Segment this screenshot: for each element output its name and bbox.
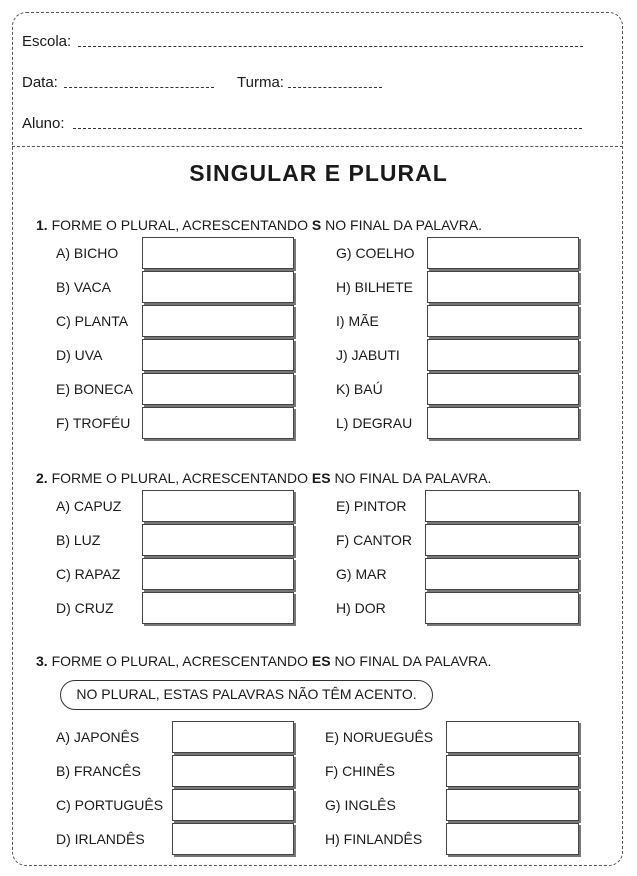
word-label: D) UVA bbox=[56, 347, 103, 363]
instruction-suffix: ES bbox=[311, 653, 331, 669]
aluno-line[interactable] bbox=[73, 128, 582, 129]
instruction-text: FORME O PLURAL, ACRESCENTANDO bbox=[51, 470, 309, 486]
answer-box[interactable] bbox=[172, 789, 294, 821]
word-label: B) LUZ bbox=[56, 532, 101, 548]
word-label: D) CRUZ bbox=[56, 600, 114, 616]
answer-box[interactable] bbox=[446, 823, 579, 855]
header-separator bbox=[12, 146, 623, 147]
answer-box[interactable] bbox=[142, 558, 294, 590]
word-label: F) CHINÊS bbox=[325, 763, 395, 779]
answer-box[interactable] bbox=[172, 755, 294, 787]
page-title: SINGULAR E PLURAL bbox=[189, 160, 448, 186]
answer-box[interactable] bbox=[427, 237, 579, 269]
answer-box[interactable] bbox=[427, 271, 579, 303]
answer-box[interactable] bbox=[446, 721, 579, 753]
instruction-text-end: NO FINAL DA PALAVRA. bbox=[334, 470, 492, 486]
word-label: K) BAÚ bbox=[336, 381, 383, 397]
word-label: E) NORUEGUÊS bbox=[325, 729, 434, 745]
answer-box[interactable] bbox=[172, 823, 294, 855]
escola-label: Escola: bbox=[22, 33, 72, 50]
instruction-suffix: ES bbox=[311, 470, 331, 486]
instruction-text-end: NO FINAL DA PALAVRA. bbox=[325, 217, 483, 233]
answer-box[interactable] bbox=[427, 373, 579, 405]
answer-box[interactable] bbox=[142, 237, 294, 269]
word-label: C) PORTUGUÊS bbox=[56, 797, 164, 813]
word-label: F) TROFÉU bbox=[56, 415, 131, 431]
data-label: Data: bbox=[22, 74, 58, 91]
instruction-suffix: S bbox=[311, 217, 322, 233]
turma-line[interactable] bbox=[288, 87, 382, 88]
answer-box[interactable] bbox=[425, 558, 579, 590]
word-label: H) DOR bbox=[336, 600, 386, 616]
exercise-3-instruction bbox=[36, 653, 491, 670]
word-label: B) FRANCÊS bbox=[56, 763, 141, 779]
answer-box[interactable] bbox=[142, 524, 294, 556]
answer-box[interactable] bbox=[427, 305, 579, 337]
answer-box[interactable] bbox=[425, 524, 579, 556]
exercise-1-instruction bbox=[36, 217, 482, 234]
word-label: L) DEGRAU bbox=[336, 415, 413, 431]
word-label: C) PLANTA bbox=[56, 313, 129, 329]
exercise-number: 1. bbox=[36, 217, 48, 233]
word-label: G) MAR bbox=[336, 566, 387, 582]
word-label: H) FINLANDÊS bbox=[325, 831, 423, 847]
escola-line[interactable] bbox=[78, 46, 583, 47]
answer-box[interactable] bbox=[425, 592, 579, 624]
exercise-number: 2. bbox=[36, 470, 48, 486]
word-label: A) JAPONÊS bbox=[56, 729, 140, 745]
instruction-text: FORME O PLURAL, ACRESCENTANDO bbox=[51, 217, 309, 233]
aluno-label: Aluno: bbox=[22, 115, 65, 132]
word-label: A) CAPUZ bbox=[56, 498, 122, 514]
exercise-2-instruction bbox=[36, 470, 491, 487]
word-label: A) BICHO bbox=[56, 245, 119, 261]
instruction-text: FORME O PLURAL, ACRESCENTANDO bbox=[51, 653, 309, 669]
word-label: G) COELHO bbox=[336, 245, 415, 261]
answer-box[interactable] bbox=[172, 721, 294, 753]
word-label: H) BILHETE bbox=[336, 279, 414, 295]
word-label: G) INGLÊS bbox=[325, 797, 396, 813]
word-label: F) CANTOR bbox=[336, 532, 412, 548]
word-label: E) PINTOR bbox=[336, 498, 407, 514]
answer-box[interactable] bbox=[142, 490, 294, 522]
answer-box[interactable] bbox=[142, 592, 294, 624]
answer-box[interactable] bbox=[142, 339, 294, 371]
answer-box[interactable] bbox=[427, 339, 579, 371]
answer-box[interactable] bbox=[142, 407, 294, 439]
turma-label: Turma: bbox=[237, 74, 284, 91]
answer-box[interactable] bbox=[446, 789, 579, 821]
answer-box[interactable] bbox=[142, 305, 294, 337]
answer-box[interactable] bbox=[425, 490, 579, 522]
answer-box[interactable] bbox=[142, 271, 294, 303]
answer-box[interactable] bbox=[427, 407, 579, 439]
word-label: E) BONECA bbox=[56, 381, 134, 397]
word-label: I) MÃE bbox=[336, 313, 379, 329]
accent-note: NO PLURAL, ESTAS PALAVRAS NÃO TÊM ACENTO. bbox=[60, 680, 433, 710]
word-label: D) IRLANDÊS bbox=[56, 831, 145, 847]
word-label: C) RAPAZ bbox=[56, 566, 121, 582]
answer-box[interactable] bbox=[142, 373, 294, 405]
instruction-text-end: NO FINAL DA PALAVRA. bbox=[334, 653, 492, 669]
exercise-number: 3. bbox=[36, 653, 48, 669]
word-label: B) VACA bbox=[56, 279, 111, 295]
data-line[interactable] bbox=[64, 87, 214, 88]
answer-box[interactable] bbox=[446, 755, 579, 787]
word-label: J) JABUTI bbox=[336, 347, 400, 363]
